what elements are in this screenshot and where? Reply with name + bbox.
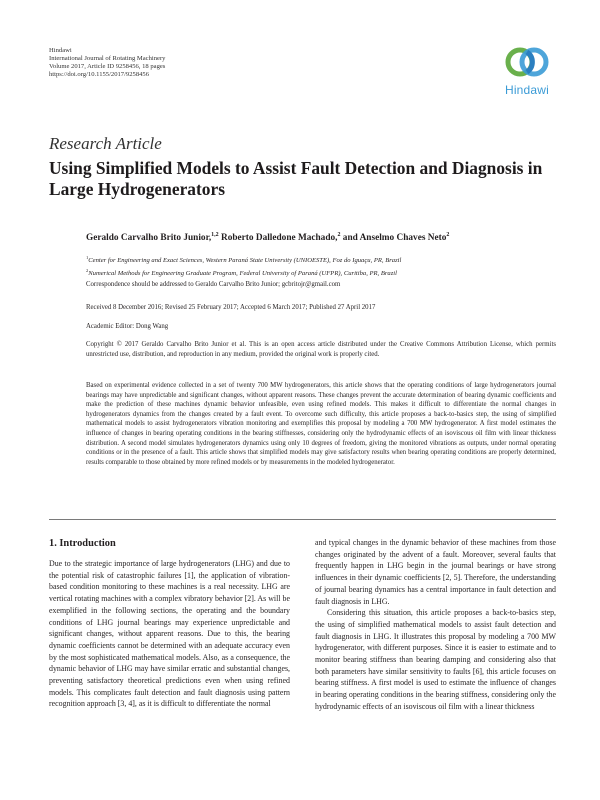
article-title: Using Simplified Models to Assist Fault Detection and Diagnosis in Large Hydrogenerators [49, 158, 543, 199]
affiliation-mark: 1 [86, 255, 89, 260]
publisher-name: Hindawi [49, 47, 72, 54]
journal-metadata [49, 47, 165, 79]
copyright-notice: Copyright © 2017 Geraldo Carvalho Brito Junior et al. This is an open access article distributed under the Creative Commons Attribution License, which permits unrestricted use, distribution, and reproduction in any medium, provided the original work is properly cited. [86, 341, 556, 358]
volume-info: Volume 2017, Article ID 9258456, 18 pages [49, 63, 166, 70]
affiliation-text: Numerical Methods for Engineering Graduate Program, Federal University of Paraná (UFPR), Curitiba, PR, Brazil [88, 270, 397, 278]
author-name[interactable]: and Anselmo Chaves Neto [342, 233, 447, 244]
affiliation-mark: 2 [86, 268, 89, 274]
paragraph: Due to the strategic importance of large hydrogenerators (LHG) and due to the potential risk of catastrophic failures [1], the application of vibration-based condition monitoring to these machines is a real necessity. LHG are vertical rotating machines with a complex vibratory behavior [2]. As will be exemplified in the following sections, the operating and the boundary conditions of LHG journal bearings may experience unpredictable and significant changes, without apparent reasons. Due to this, the bearing dynamic coefficients cannot be determined with an adequate accuracy even by the most sophisticated mathematical models. Also, as a consequence, the dynamic behavior of LHG may have similar erratic and substantial changes, preventing satisfactory theoretical predictions even when using refined models. This complicates fault detection and fault diagnosis using pattern recognition approach [3, 4], as it is difficult to differentiate the normal [49, 559, 290, 709]
affiliations [86, 253, 566, 279]
doi-link[interactable]: https://doi.org/10.1155/2017/9258456 [49, 71, 150, 78]
affiliation-line [86, 253, 566, 266]
body-column-right [315, 537, 556, 713]
affiliation-line [86, 266, 566, 279]
abstract: Based on experimental evidence collected in a set of twenty 700 MW hydrogenerators, this article shows that the operating conditions of large hydrogenerators journal bearings may have unpredictable and significant changes, without apparent reasons. These changes prevent the accurate determination of bearing dynamic coefficients and make the prediction of these machines dynamic behavior unfeasible, even using refined models. This makes it difficult to differentiate the normal changes in hydrogenerators dynamics from the changes created by a fault event. To overcome such difficulty, this article proposes a back-to-basics step, the using of simplified mathematical models to assist hydrogenerators vibration monitoring and exemplifies this proposal by modeling a 700 MW hydrogenerator. A first model estimates the influence of changes in bearing operating conditions in the bearing stiffnesses, considering only the hydrodynamic effects of an isoviscous oil film with linear thickness distribution. A second model simulates hydrogenerators dynamics using only 10 degrees of freedom, giving the monitored vibrations as outputs, under normal operating conditions or in the presence of a fault. This article shows that simplified models may give satisfactory results when bearing operating conditions are properly determined, results comparable to those obtained by more refined models or by measurements in the modeled hydrogenerator. [86, 382, 556, 466]
hindawi-logo-icon [505, 43, 549, 81]
paragraph: Considering this situation, this article proposes a back-to-basics step, the using of simplified mathematical models to assist fault detection and fault diagnosis in LHG. It illustrates this proposal by modeling a 700 MW hydrogenerator, with different purposes. Since it is easier to estimate and to monitor bearing stiffness than bearing damping and considering also that both parameters have similar sensitivity to faults [6], this article focuses on bearing stiffness. A first model is used to estimate the influence of changes in bearing operating conditions in the bearing stiffness, considering only the hydrodynamic effects of an isoviscous oil film with a linear thickness [315, 608, 556, 711]
academic-editor: Academic Editor: Dong Wang [86, 323, 169, 330]
section-heading: 1. Introduction [49, 538, 116, 549]
section-divider [49, 519, 556, 520]
author-affiliation-mark: 1,2 [211, 232, 219, 238]
affiliation-text: Center for Engineering and Exact Sciences, Western Paraná State University (UNIOESTE), Foz do Iguaçu, PR, Brazil [88, 257, 402, 265]
author-list [86, 232, 566, 243]
author-affiliation-mark: 2 [337, 232, 341, 238]
article-type: Research Article [49, 134, 162, 153]
journal-name: International Journal of Rotating Machinery [49, 55, 166, 62]
paragraph: and typical changes in the dynamic behavior of these machines from those changes originated by the advent of a fault. Moreover, several faults that frequently happen in LHG begin in the journal bearings or have strong influences in their dynamic coefficients [2, 5]. Therefore, the understanding of journal bearing dynamics has a central importance in fault detection and fault diagnosis in LHG. [315, 538, 556, 606]
article-dates: Received 8 December 2016; Revised 25 February 2017; Accepted 6 March 2017; Published 27 April 2017 [86, 304, 376, 311]
hindawi-logo [497, 43, 557, 105]
author-name[interactable]: Roberto Dalledone Machado, [221, 233, 338, 244]
author-affiliation-mark: 2 [446, 232, 450, 238]
correspondence-note: Correspondence should be addressed to Geraldo Carvalho Brito Junior; gcbritojr@gmail.com [86, 281, 341, 288]
logo-wordmark: Hindawi [504, 83, 550, 97]
author-name[interactable]: Geraldo Carvalho Brito Junior, [86, 233, 212, 244]
body-column-left [49, 558, 290, 710]
